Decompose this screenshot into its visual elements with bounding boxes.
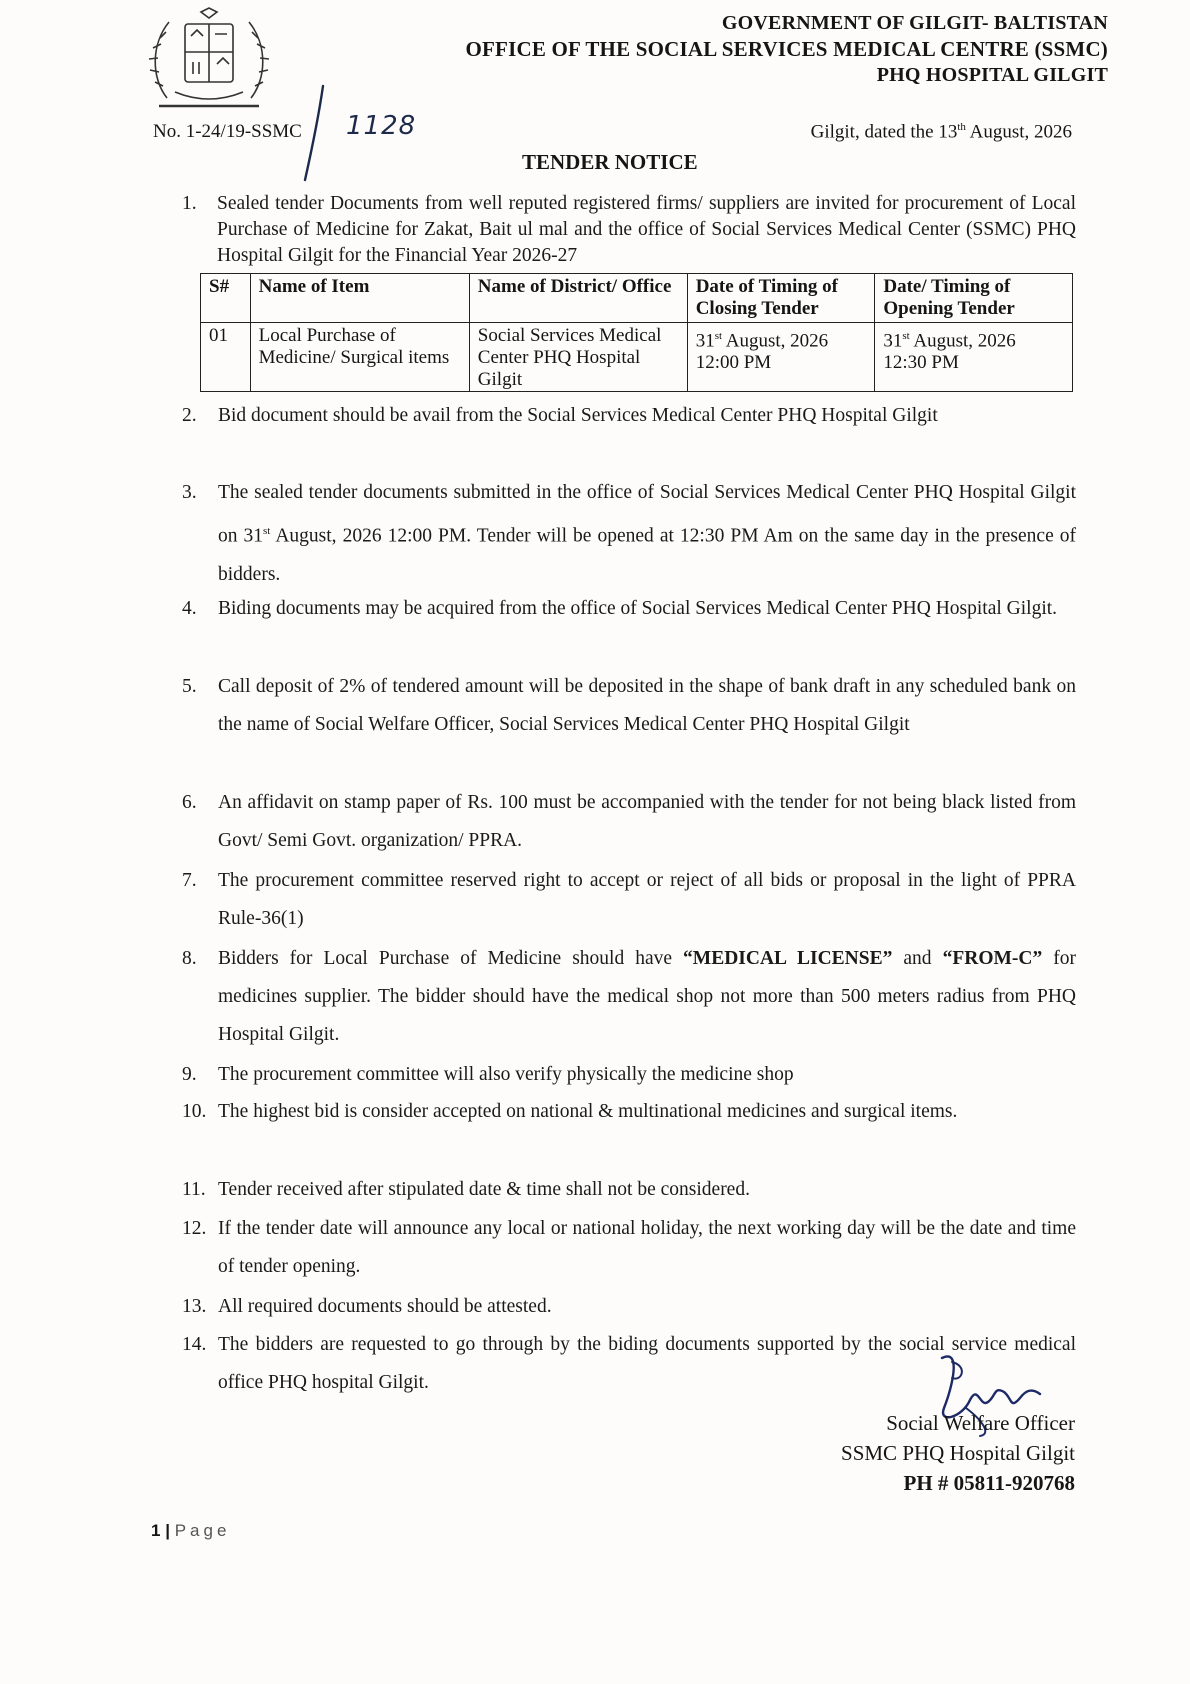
opening-day: 31 [883, 330, 903, 352]
letter-date [811, 121, 1072, 143]
item-number: 10. [182, 1101, 207, 1122]
list-item [182, 1171, 1076, 1209]
form-c-requirement: “FROM-C” [942, 948, 1043, 969]
item-text-part: The sealed tender documents submitted in the office of Social Services Medical Center PHQ Hospital Gilgit on 31 [218, 482, 1076, 547]
table-header-row [201, 274, 1073, 323]
item-number: 5. [182, 676, 197, 697]
page-number: 1 [151, 1521, 161, 1540]
item-text: Biding documents may be acquired from the office of Social Services Medical Center PHQ Hospital Gilgit. [218, 598, 1058, 619]
item-number: 1. [182, 193, 197, 214]
item-number: 12. [182, 1218, 207, 1239]
item-text [218, 474, 1076, 594]
list-item [182, 191, 1076, 269]
closing-month-year: August, 2026 [722, 330, 829, 352]
letterhead-line-office: OFFICE OF THE SOCIAL SERVICES MEDICAL CENTRE (SSMC) [465, 37, 1108, 61]
item-text: Call deposit of 2% of tendered amount will be deposited in the shape of bank draft in any scheduled bank on the name of Social Welfare Officer, Social Services Medical Center PHQ Hospital Gilgit [218, 676, 1076, 735]
table-header-sno: S# [201, 274, 251, 323]
date-suffix-sup: th [957, 121, 966, 133]
list-item [182, 1288, 1076, 1326]
letterhead-line-government: GOVERNMENT OF GILGIT- BALTISTAN [721, 12, 1108, 34]
table-row [201, 323, 1073, 392]
list-item [182, 940, 1076, 1054]
list-item [182, 1056, 1076, 1094]
opening-month-year: August, 2026 [909, 330, 1016, 352]
closing-day-sup: st [714, 330, 723, 342]
list-item [182, 397, 1076, 435]
item-number: 3. [182, 482, 197, 503]
list-item [182, 862, 1076, 938]
list-item [182, 590, 1076, 628]
date-month-year: August, 2026 [965, 121, 1072, 143]
cell-closing [687, 323, 875, 392]
item-number: 8. [182, 948, 197, 969]
list-item [182, 784, 1076, 860]
closing-day: 31 [695, 330, 715, 352]
item-number: 4. [182, 598, 197, 619]
item-text-sup: st [263, 525, 271, 537]
item-number: 2. [182, 405, 197, 426]
table-header-closing: Date of Timing of Closing Tender [687, 274, 875, 323]
closing-time: 12:00 PM [695, 352, 772, 374]
letterhead-line-hospital: PHQ HOSPITAL GILGIT [876, 64, 1108, 86]
item-text-part: Bidders for Local Purchase of Medicine should have [218, 948, 684, 969]
item-text-part: and [892, 948, 943, 969]
date-prefix: Gilgit, dated the 13 [810, 121, 958, 143]
list-item [182, 668, 1076, 744]
signatory-phone: PH # 05811-920768 [903, 1471, 1075, 1495]
item-text: All required documents should be attested. [218, 1296, 552, 1317]
opening-time: 12:30 PM [883, 352, 959, 374]
item-text: If the tender date will announce any local or national holiday, the next working day will be the date and time of tender opening. [218, 1218, 1076, 1277]
item-number: 6. [182, 792, 197, 813]
government-emblem-icon [145, 6, 273, 114]
signatory-office: SSMC PHQ Hospital Gilgit [841, 1441, 1075, 1465]
item-text: The procurement committee will also verify physically the medicine shop [218, 1064, 794, 1085]
item-text-part: for medicines supplier. The bidder should have the medical shop not more than 500 meters radius from PHQ Hospital Gilgit. [218, 948, 1076, 1045]
item-number: 11. [182, 1179, 206, 1200]
list-item [182, 1210, 1076, 1286]
item-number: 9. [182, 1064, 197, 1085]
item-number: 14. [182, 1334, 207, 1355]
item-text [218, 940, 1076, 1054]
page-label: Page [174, 1521, 231, 1540]
table-header-opening: Date/ Timing of Opening Tender [875, 274, 1073, 323]
opening-day-sup: st [902, 330, 910, 342]
item-text-part: August, 2026 12:00 PM. Tender will be opened at 12:30 PM Am on the same day in the presence of bidders. [218, 525, 1076, 585]
letterhead [466, 10, 1109, 88]
item-number: 13. [182, 1296, 207, 1317]
item-number: 7. [182, 870, 197, 891]
item-text: The highest bid is consider accepted on national & multinational medicines and surgical items. [218, 1101, 958, 1122]
cell-item: Local Purchase of Medicine/ Surgical items [250, 323, 469, 392]
list-item [182, 474, 1076, 594]
item-text: Tender received after stipulated date & time shall not be considered. [218, 1179, 750, 1200]
item-text: The procurement committee reserved right to accept or reject of all bids or proposal in the light of PPRA Rule-36(1) [218, 870, 1076, 929]
document-title: TENDER NOTICE [522, 150, 698, 174]
cell-sno: 01 [201, 323, 251, 392]
item-text: The bidders are requested to go through by the biding documents supported by the social service medical office PHQ hospital Gilgit. [218, 1334, 1076, 1393]
handwritten-dispatch-number: 1128 [346, 111, 417, 141]
cell-opening [875, 323, 1073, 392]
table-header-office: Name of District/ Office [469, 274, 687, 323]
table-header-item: Name of Item [250, 274, 469, 323]
item-text: Sealed tender Documents from well reputed registered firms/ suppliers are invited for procurement of Local Purchase of Medicine for Zakat, Bait ul mal and the office of Social Services Medical Center (SSMC) PHQ Hospital Gilgit for the Financial Year 2026-27 [217, 193, 1076, 266]
list-item [182, 1093, 1076, 1131]
tender-schedule-table [200, 273, 1073, 392]
page-footer [151, 1521, 230, 1541]
signatory-block [841, 1408, 1075, 1498]
item-text: An affidavit on stamp paper of Rs. 100 must be accompanied with the tender for not being black listed from Govt/ Semi Govt. organization/ PPRA. [218, 792, 1076, 851]
item-text: Bid document should be avail from the Social Services Medical Center PHQ Hospital Gilgit [218, 405, 938, 426]
cell-office: Social Services Medical Center PHQ Hospital Gilgit [469, 323, 687, 392]
signatory-title: Social Welfare Officer [886, 1411, 1075, 1435]
page-separator: | [165, 1521, 170, 1540]
medical-license-requirement: “MEDICAL LICENSE” [683, 948, 893, 969]
reference-number: No. 1-24/19-SSMC [153, 121, 302, 142]
